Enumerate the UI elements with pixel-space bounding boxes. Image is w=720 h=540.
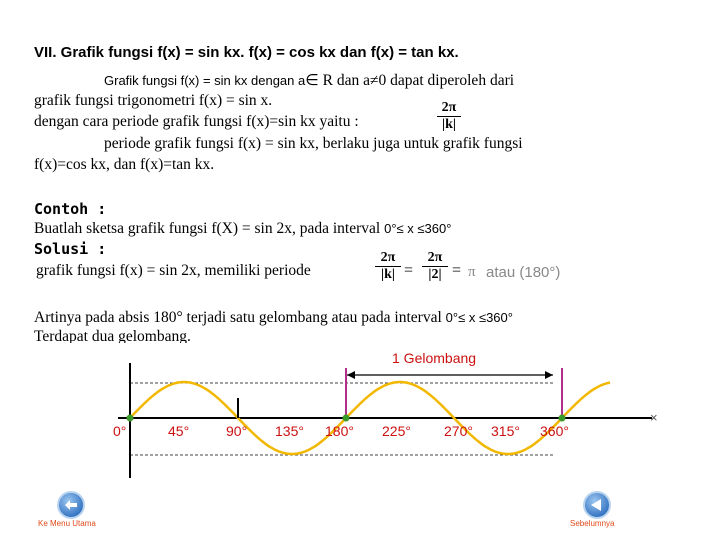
x-tick-label: 180° — [325, 423, 354, 439]
solusi-fraction-1-denominator: |k| — [381, 267, 395, 282]
intro-line-1-serif: ∈ R dan a≠0 dapat diperoleh dari — [305, 72, 515, 89]
x-tick-label: 90° — [226, 423, 248, 439]
x-tick-label: 315° — [491, 423, 520, 439]
home-label[interactable]: Ke Menu Utama — [38, 519, 96, 528]
x-axis-arrow-icon: × — [650, 410, 658, 425]
period-markers — [127, 368, 566, 422]
period-marker-dot — [559, 415, 566, 422]
solusi-heading: Solusi : — [34, 240, 107, 258]
artinya-line-2: Terdapat dua gelombang. — [34, 328, 191, 343]
x-tick-label: 0° — [113, 423, 127, 439]
solusi-pi: π — [468, 264, 476, 280]
period-marker-dot — [127, 415, 134, 422]
solusi-equals-2: = — [452, 262, 462, 279]
previous-button[interactable] — [582, 490, 612, 520]
x-tick-label: 45° — [168, 423, 190, 439]
contoh-heading: Contoh : — [34, 200, 107, 218]
page-title: VII. Grafik fungsi f(x) = sin kx. f(x) = cos kx dan f(x) = tan kx. — [34, 44, 459, 61]
previous-triangle-icon — [582, 490, 612, 520]
period-marker-dot — [343, 415, 350, 422]
previous-label[interactable]: Sebelumnya — [570, 519, 615, 528]
x-tick-labels — [113, 423, 569, 439]
contoh-interval: 0°≤ x ≤360° — [384, 221, 452, 236]
solusi-fraction-2-denominator: |2| — [428, 267, 442, 282]
back-arrow-icon — [56, 490, 86, 520]
x-tick-label: 270° — [444, 423, 473, 439]
intro-line-3: dengan cara periode grafik fungsi f(x)=sin kx yaitu : — [34, 113, 359, 130]
period-formula-numerator: 2π — [437, 100, 461, 117]
x-tick-label: 225° — [382, 423, 411, 439]
intro-line-5: f(x)=cos kx, dan f(x)=tan kx. — [34, 156, 215, 173]
wave-span-arrow-right-icon — [545, 371, 553, 379]
solusi-fraction-1-numerator: 2π — [375, 250, 401, 267]
intro-line-1-sans: Grafik fungsi f(x) = sin kx dengan a — [104, 73, 306, 88]
x-tick-label: 135° — [275, 423, 304, 439]
x-tick-label: 360° — [540, 423, 569, 439]
solusi-equals-1: = — [404, 262, 414, 279]
period-formula-denominator: |k| — [442, 117, 456, 132]
intro-line-2: grafik fungsi trigonometri f(x) = sin x. — [34, 92, 273, 109]
artinya-sentence: Artinya pada absis 180° terjadi satu gelombang atau pada interval — [34, 309, 446, 326]
home-button[interactable] — [56, 490, 86, 520]
contoh-question: Buatlah sketsa grafik fungsi f(X) = sin 2x, pada interval — [34, 220, 385, 237]
artinya-interval: 0°≤ x ≤360° — [445, 310, 513, 325]
solusi-text: grafik fungsi f(x) = sin 2x, memiliki periode — [36, 262, 311, 279]
solusi-atau: atau (180°) — [486, 264, 561, 281]
solusi-fraction-2-numerator: 2π — [422, 250, 448, 267]
wave-span-arrow-left-icon — [347, 371, 355, 379]
wave-label: 1 Gelombang — [392, 350, 477, 366]
intro-line-4: periode grafik fungsi f(x) = sin kx, berlaku juga untuk grafik fungsi — [104, 135, 523, 152]
